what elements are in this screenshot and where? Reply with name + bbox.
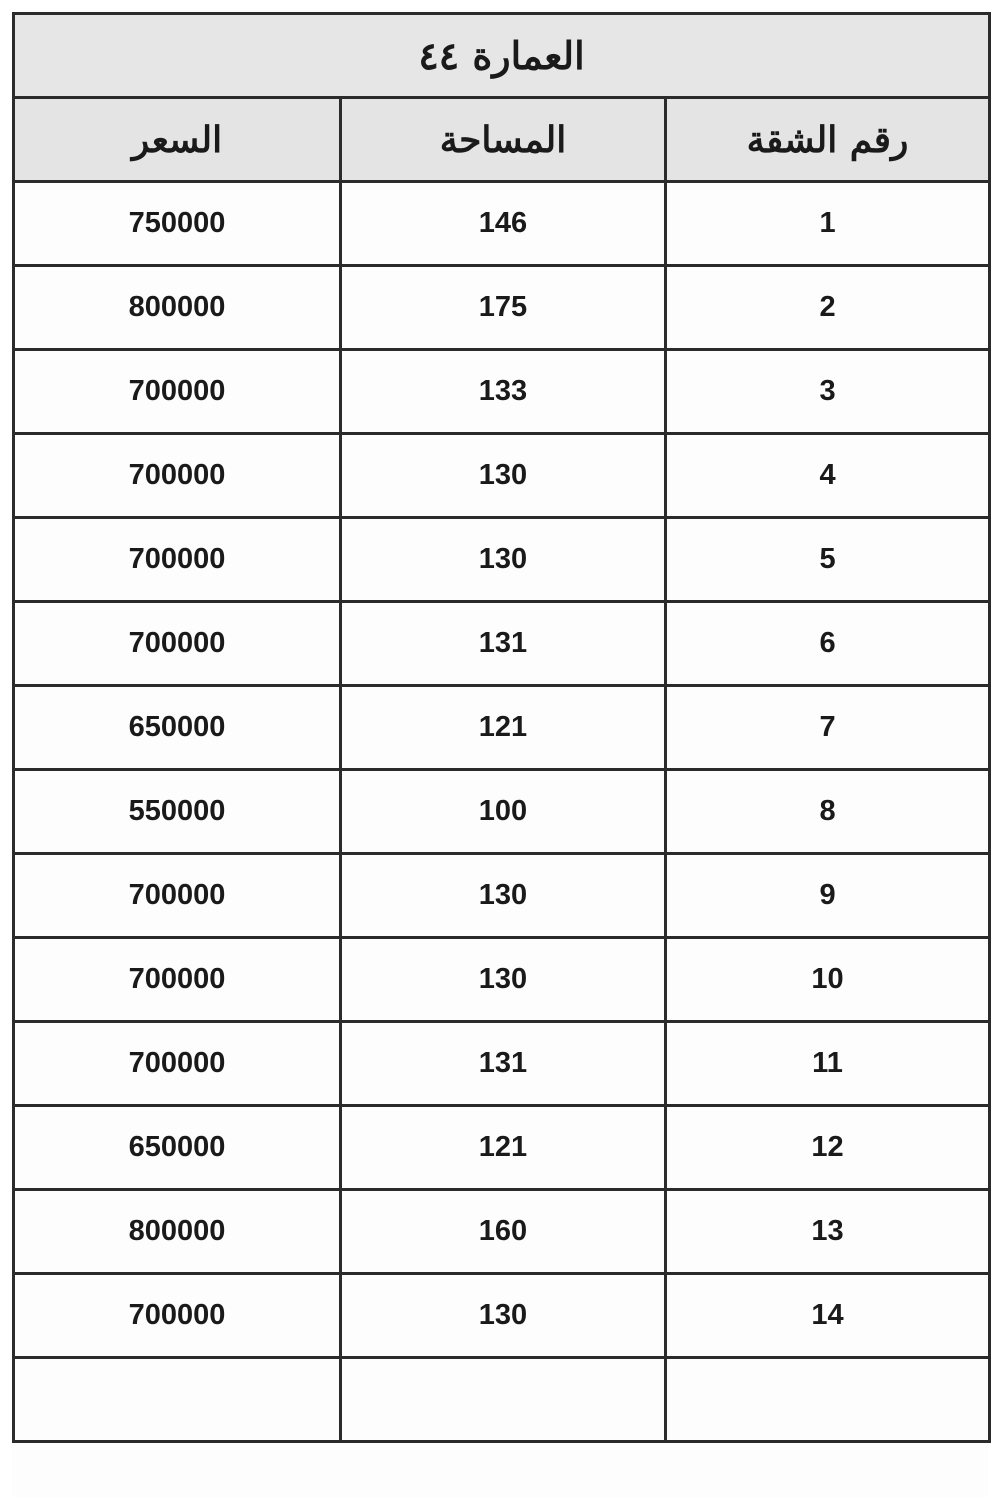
price-cell: 700000 <box>14 1274 341 1358</box>
apartment-number-cell: 8 <box>666 770 990 854</box>
apartment-number-cell: 1 <box>666 182 990 266</box>
table-row <box>14 182 990 266</box>
apartment-number-cell <box>666 1358 990 1442</box>
apartment-number-cell: 2 <box>666 266 990 350</box>
area-cell <box>341 1358 666 1442</box>
table-body <box>14 182 990 1442</box>
price-cell: 700000 <box>14 1022 341 1106</box>
price-cell: 750000 <box>14 182 341 266</box>
area-cell: 133 <box>341 350 666 434</box>
header-row <box>14 98 990 182</box>
area-cell: 130 <box>341 854 666 938</box>
price-cell: 550000 <box>14 770 341 854</box>
apartment-number-cell: 12 <box>666 1106 990 1190</box>
area-cell: 100 <box>341 770 666 854</box>
price-cell: 700000 <box>14 518 341 602</box>
price-cell: 700000 <box>14 350 341 434</box>
table-row <box>14 1022 990 1106</box>
price-cell: 650000 <box>14 686 341 770</box>
table-row <box>14 1358 990 1442</box>
apartment-number-cell: 11 <box>666 1022 990 1106</box>
price-cell: 700000 <box>14 938 341 1022</box>
apartment-number-cell: 14 <box>666 1274 990 1358</box>
area-cell: 175 <box>341 266 666 350</box>
apartment-number-cell: 4 <box>666 434 990 518</box>
apartment-number-cell: 13 <box>666 1190 990 1274</box>
table-row <box>14 1106 990 1190</box>
table-row <box>14 350 990 434</box>
price-cell <box>14 1358 341 1442</box>
table-row <box>14 266 990 350</box>
apartments-table <box>12 12 991 1443</box>
area-cell: 121 <box>341 1106 666 1190</box>
table-row <box>14 854 990 938</box>
apartment-number-cell: 3 <box>666 350 990 434</box>
area-cell: 160 <box>341 1190 666 1274</box>
header-area: المساحة <box>341 98 666 182</box>
area-cell: 130 <box>341 1274 666 1358</box>
price-cell: 700000 <box>14 602 341 686</box>
apartment-number-cell: 7 <box>666 686 990 770</box>
area-cell: 131 <box>341 602 666 686</box>
table-row <box>14 602 990 686</box>
table-row <box>14 518 990 602</box>
table-row <box>14 434 990 518</box>
area-cell: 121 <box>341 686 666 770</box>
table-row <box>14 938 990 1022</box>
area-cell: 130 <box>341 938 666 1022</box>
price-cell: 800000 <box>14 266 341 350</box>
price-cell: 800000 <box>14 1190 341 1274</box>
building-title: العمارة ٤٤ <box>14 14 990 98</box>
table-row <box>14 1190 990 1274</box>
header-apartment-number: رقم الشقة <box>666 98 990 182</box>
table-row <box>14 1274 990 1358</box>
document-sheet <box>12 12 988 1497</box>
area-cell: 131 <box>341 1022 666 1106</box>
apartment-number-cell: 6 <box>666 602 990 686</box>
title-row <box>14 14 990 98</box>
apartment-number-cell: 9 <box>666 854 990 938</box>
price-cell: 700000 <box>14 854 341 938</box>
area-cell: 146 <box>341 182 666 266</box>
apartment-number-cell: 5 <box>666 518 990 602</box>
apartment-number-cell: 10 <box>666 938 990 1022</box>
area-cell: 130 <box>341 518 666 602</box>
table-row <box>14 770 990 854</box>
price-cell: 700000 <box>14 434 341 518</box>
price-cell: 650000 <box>14 1106 341 1190</box>
area-cell: 130 <box>341 434 666 518</box>
table-row <box>14 686 990 770</box>
header-price: السعر <box>14 98 341 182</box>
